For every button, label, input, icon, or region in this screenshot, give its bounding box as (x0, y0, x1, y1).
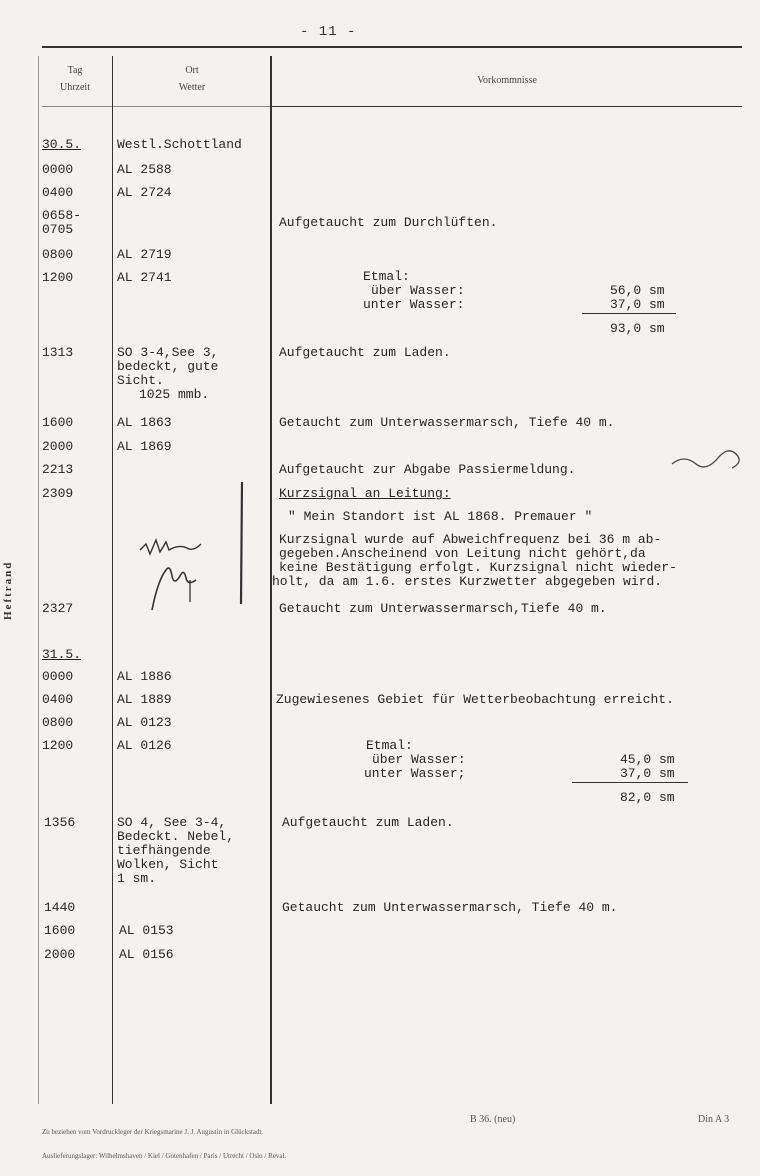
entry-time: 1356 (44, 815, 76, 830)
footer-form-id: B 36. (neu) (470, 1114, 516, 1125)
etmal-over-value: 45,0 sm (620, 752, 675, 767)
entry-time: 0400 (42, 692, 74, 707)
footer-publisher (42, 1112, 286, 1176)
entry-time: 0800 (42, 247, 74, 262)
entry-time: 1600 (42, 415, 74, 430)
etmal-over-label: über Wasser: (372, 752, 466, 767)
entry-location: AL 2719 (117, 247, 172, 262)
entry-time: 2213 (42, 462, 74, 477)
entry-note: Getaucht zum Unterwassermarsch, Tiefe 40 m. (279, 415, 615, 430)
location-westl-schottland: Westl.Schottland (117, 137, 242, 152)
header-uhrzeit-label: Uhrzeit (60, 82, 90, 93)
page-number: - 11 - (300, 24, 357, 40)
entry-time: 2309 (42, 486, 74, 501)
footer-format: Din A 3 (698, 1114, 730, 1125)
entry-time: 1440 (44, 900, 76, 915)
header-rule-left (42, 106, 270, 107)
date-31-5: 31.5. (42, 647, 82, 662)
etmal-label: Etmal: (366, 738, 413, 753)
etmal-total: 93,0 sm (610, 321, 665, 336)
entry-note: gegeben.Anscheinend von Leitung nicht gehört,da (279, 546, 646, 561)
entry-time: 1313 (42, 345, 74, 360)
etmal-label: Etmal: (363, 269, 410, 284)
entry-weather: tiefhängende (117, 843, 211, 858)
entry-note: Aufgetaucht zum Durchlüften. (279, 215, 498, 230)
entry-time: 0000 (42, 162, 74, 177)
entry-weather: 1025 mmb. (139, 387, 210, 402)
entry-note: Getaucht zum Unterwassermarsch, Tiefe 40 m. (282, 900, 618, 915)
handwritten-signature-icon (130, 520, 250, 630)
etmal-under-value: 37,0 sm (610, 297, 665, 312)
column-rule-1 (112, 56, 113, 1104)
entry-location: AL 0126 (117, 738, 172, 753)
etmal-over-label: über Wasser: (371, 283, 465, 298)
entry-time: 0705 (42, 222, 74, 237)
entry-location: AL 0153 (119, 923, 174, 938)
etmal-under-label: unter Wasser: (363, 297, 465, 312)
etmal-sum-rule (572, 782, 688, 783)
entry-note-heading: Kurzsignal an Leitung: (279, 486, 451, 501)
header-rule (272, 106, 742, 107)
entry-weather: SO 3-4,See 3, (117, 345, 219, 360)
entry-location: AL 0123 (117, 715, 172, 730)
heftrand-label: Heftrand (2, 560, 14, 620)
header-ort-wetter (114, 62, 270, 96)
entry-weather: Bedeckt. Nebel, (117, 829, 235, 844)
entry-weather: Wolken, Sicht (117, 857, 219, 872)
etmal-sum-rule (582, 313, 676, 314)
entry-note: Aufgetaucht zum Laden. (282, 815, 454, 830)
entry-location: AL 0156 (119, 947, 174, 962)
etmal-total: 82,0 sm (620, 790, 675, 805)
header-vorkommnisse (272, 72, 742, 89)
entry-location: AL 1886 (117, 669, 172, 684)
header-vorkommnisse-label: Vorkommnisse (477, 75, 537, 86)
entry-note: keine Bestätigung erfolgt. Kurzsignal nicht wieder- (279, 560, 677, 575)
entry-time: 2000 (44, 947, 76, 962)
entry-location: AL 1889 (117, 692, 172, 707)
etmal-under-value: 37,0 sm (620, 766, 675, 781)
header-tag-label: Tag (67, 65, 83, 76)
entry-note: Getaucht zum Unterwassermarsch,Tiefe 40 m. (279, 601, 607, 616)
top-rule (42, 46, 742, 48)
entry-note: Aufgetaucht zur Abgabe Passiermeldung. (279, 462, 576, 477)
entry-location: AL 1863 (117, 415, 172, 430)
entry-note: holt, da am 1.6. erstes Kurzwetter abgegeben wird. (272, 574, 663, 589)
entry-note: " Mein Standort ist AL 1868. Premauer " (288, 509, 593, 524)
date-30-5: 30.5. (42, 137, 82, 152)
entry-time: 1200 (42, 270, 74, 285)
etmal-over-value: 56,0 sm (610, 283, 665, 298)
entry-note: Kurzsignal wurde auf Abweichfrequenz bei 36 m ab- (279, 532, 662, 547)
entry-time: 0000 (42, 669, 74, 684)
header-ort-label: Ort (185, 65, 199, 76)
entry-time: 0658- (42, 208, 82, 223)
entry-location: AL 2724 (117, 185, 172, 200)
entry-time: 2000 (42, 439, 74, 454)
entry-time: 1600 (44, 923, 76, 938)
entry-time: 0800 (42, 715, 74, 730)
entry-weather: Sicht. (117, 373, 164, 388)
etmal-under-label: unter Wasser; (364, 766, 466, 781)
entry-time: 0400 (42, 185, 74, 200)
margin-rule (38, 56, 39, 1104)
header-wetter-label: Wetter (178, 82, 206, 93)
footer-line-1: Zu beziehen vom Vordruckleger der Kriegsmarine J. J. Augustin in Glückstadt. (42, 1128, 264, 1136)
entry-location: AL 2741 (117, 270, 172, 285)
vertical-pen-stroke-icon (236, 478, 248, 608)
entry-note: Aufgetaucht zum Laden. (279, 345, 451, 360)
entry-location: AL 2588 (117, 162, 172, 177)
entry-location: AL 1869 (117, 439, 172, 454)
entry-weather: 1 sm. (117, 871, 157, 886)
entry-weather: bedeckt, gute (117, 359, 219, 374)
footer-line-2: Auslieferungslager: Wilhelmshaven / Kiel / Gotenhafen / Paris / Utrecht / Oslo / Reval. (42, 1152, 287, 1160)
entry-note: Zugewiesenes Gebiet für Wetterbeobachtung erreicht. (276, 692, 674, 707)
margin-squiggle-icon (670, 442, 750, 482)
entry-weather: SO 4, See 3-4, (117, 815, 227, 830)
entry-time: 2327 (42, 601, 74, 616)
entry-time: 1200 (42, 738, 74, 753)
header-tag-uhrzeit (40, 62, 110, 96)
